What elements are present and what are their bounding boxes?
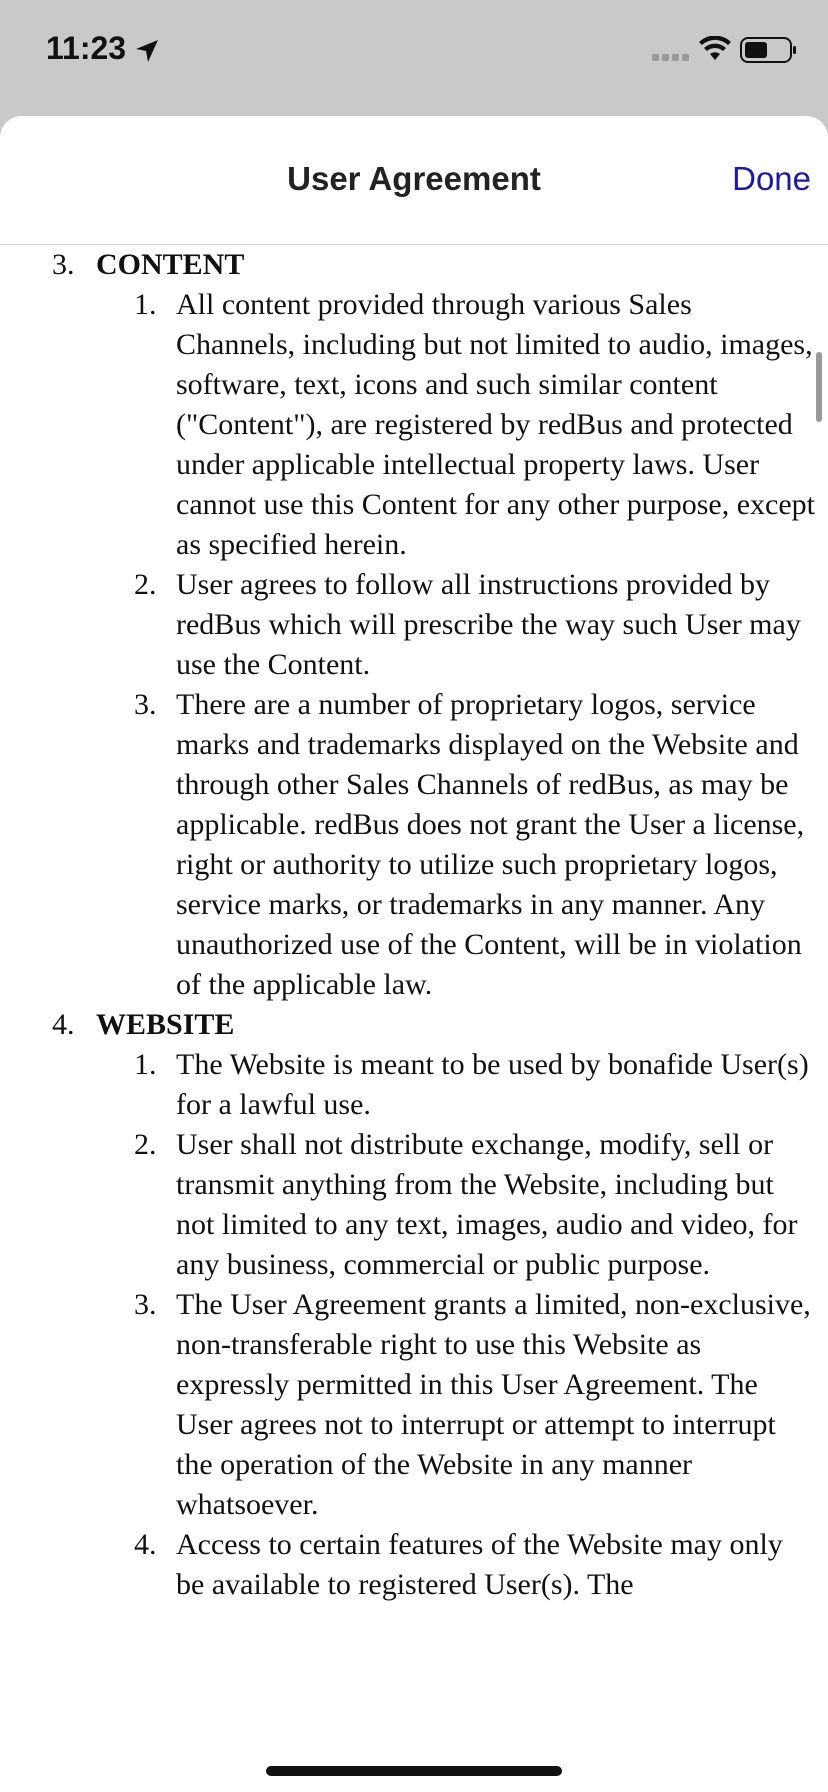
item-text: User agrees to follow all instructions provided by redBus which will prescribe the way such User may use the Content.: [176, 568, 801, 681]
bottom-safe-area: [0, 1700, 828, 1792]
item-number: 3.: [134, 1288, 157, 1321]
section-title: WEBSITE: [96, 1008, 235, 1041]
agreement-content[interactable]: [0, 245, 828, 1792]
item-text: Access to certain features of the Website may only be available to registered User(s). The: [176, 1528, 783, 1601]
item-number: 1.: [134, 1048, 157, 1081]
done-button[interactable]: Done: [732, 160, 811, 197]
section-title: CONTENT: [96, 248, 245, 281]
section-content: [0, 245, 828, 285]
item-number: 2.: [134, 1128, 157, 1161]
location-arrow-icon: [134, 38, 160, 64]
item-text: User shall not distribute exchange, modify, sell or transmit anything from the Website, including but not limited to any text, images, audio and video, for any business, commercial or public purpose.: [176, 1128, 798, 1281]
section-website: [0, 1005, 828, 1045]
page-title: User Agreement: [287, 160, 541, 197]
item-text: The User Agreement grants a limited, non-exclusive, non-transferable right to use this Website as expressly permitted in this User Agreement. The User agrees not to interrupt or attempt to interrupt the operation of the Website in any manner whatsoever.: [176, 1288, 811, 1521]
list-item: [0, 285, 828, 565]
item-text: The Website is meant to be used by bonafide User(s) for a lawful use.: [176, 1048, 809, 1121]
item-text: All content provided through various Sales Channels, including but not limited to audio, images, software, text, icons and such similar content ("Content"), are registered by redBus and protected under applicable intellectual property laws. User cannot use this Content for any other purpose, except as specified herein.: [176, 288, 815, 561]
list-item: [0, 1125, 828, 1285]
wifi-icon: [698, 36, 732, 62]
item-number: 3.: [134, 688, 157, 721]
item-number: 4.: [134, 1528, 157, 1561]
list-item: [0, 1045, 828, 1125]
list-item: [0, 685, 828, 1005]
list-item: [0, 565, 828, 685]
status-time: 11:23: [46, 30, 127, 66]
section-number: 3.: [52, 248, 75, 281]
navigation-bar: [0, 116, 828, 245]
list-item: [0, 1525, 828, 1605]
item-text: There are a number of proprietary logos, service marks and trademarks displayed on the Website and through other Sales Channels of redBus, as may be applicable. redBus does not grant the User a license, right or authority to utilize such proprietary logos, service marks, or trademarks in any manner. Any unauthorized use of the Content, will be in violation of the applicable law.: [176, 688, 805, 1001]
battery-icon: [740, 36, 798, 64]
home-indicator[interactable]: [266, 1766, 562, 1776]
scrollbar[interactable]: [816, 352, 822, 422]
list-item: [0, 1285, 828, 1525]
item-number: 1.: [134, 288, 157, 321]
cellular-signal-icon: [652, 52, 690, 62]
status-bar: [0, 0, 828, 100]
section-number: 4.: [52, 1008, 75, 1041]
agreement-sheet: [0, 116, 828, 1792]
item-number: 2.: [134, 568, 157, 601]
